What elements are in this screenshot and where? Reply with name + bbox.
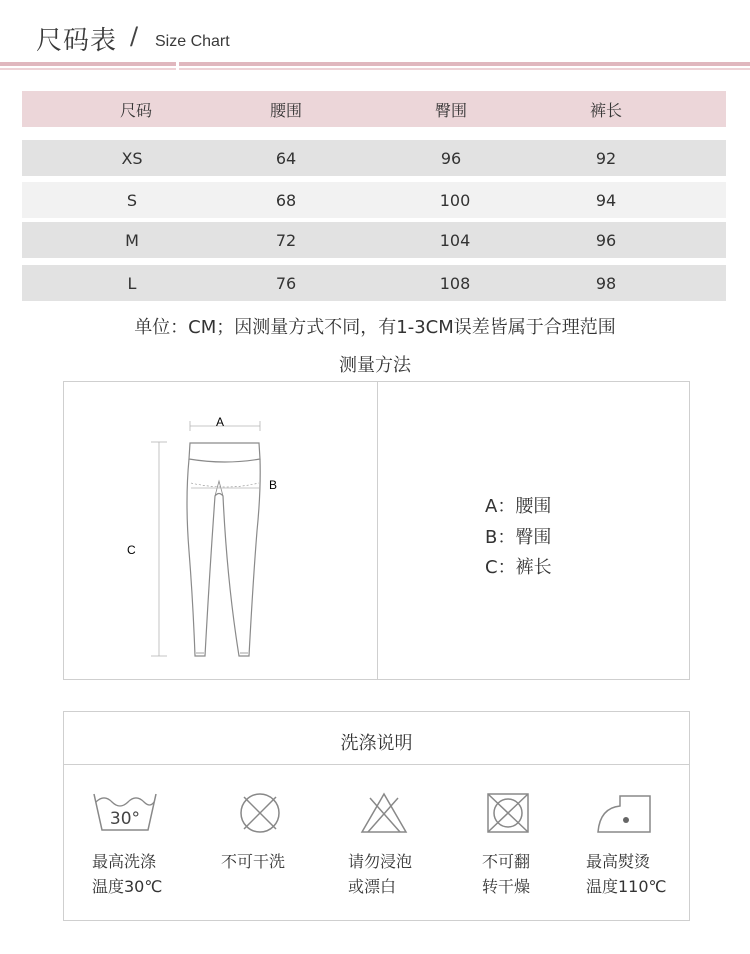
legend-hip: B：臀围	[485, 527, 552, 548]
care-label-iron-line2: 温度110℃	[586, 877, 667, 896]
iron-low-icon	[594, 790, 654, 836]
leggings-diagram	[63, 381, 377, 680]
care-divider	[63, 764, 690, 765]
legend-waist: A：腰围	[485, 496, 552, 517]
column-header-length: 裤长	[589, 100, 623, 120]
care-label-wash-line1: 最高洗涤	[92, 852, 157, 871]
waist-cell: 64	[275, 148, 297, 168]
care-label-wash-line2: 温度30℃	[92, 877, 163, 896]
column-header-waist: 腰围	[269, 100, 303, 120]
no-bleach-icon	[358, 790, 410, 836]
table-row	[22, 265, 726, 301]
header-rule-thick	[0, 62, 750, 66]
hip-cell: 100	[439, 190, 471, 210]
length-cell: 94	[595, 190, 617, 210]
legend-length: C：裤长	[485, 557, 552, 578]
header-rule-gap	[176, 62, 179, 70]
care-label-dry-clean: 不可干洗	[221, 852, 286, 871]
column-header-size: 尺码	[119, 100, 153, 120]
diagram-label-b: B	[269, 478, 278, 492]
length-cell: 98	[595, 273, 617, 293]
measurement-note: 单位：CM；因测量方式不同，有1-3CM误差皆属于合理范围	[134, 317, 616, 338]
waist-cell: 68	[275, 190, 297, 210]
page-subtitle: Size Chart	[155, 33, 230, 50]
panel-divider	[377, 381, 378, 680]
care-label-iron-line1: 最高熨烫	[586, 852, 651, 871]
length-cell: 96	[595, 230, 617, 250]
care-label-bleach-line2: 或漂白	[348, 877, 397, 896]
size-cell: S	[126, 190, 138, 210]
size-cell: XS	[121, 148, 143, 168]
table-header-row	[22, 91, 726, 127]
table-row	[22, 182, 726, 218]
diagram-label-a: A	[216, 415, 225, 429]
header-rule-thin	[0, 68, 750, 70]
size-cell: M	[125, 230, 139, 250]
table-row	[22, 140, 726, 176]
no-dry-clean-icon	[234, 790, 286, 836]
care-title: 洗涤说明	[340, 733, 413, 754]
care-label-tumble-line1: 不可翻	[482, 852, 531, 871]
title-separator: /	[130, 22, 139, 50]
measure-lines	[151, 421, 260, 656]
column-header-hip: 臀围	[434, 100, 468, 120]
wash-temperature-badge: 30°	[109, 809, 141, 829]
waist-cell: 76	[275, 273, 297, 293]
diagram-label-c: C	[127, 543, 136, 557]
method-title: 测量方法	[339, 355, 411, 376]
hip-cell: 108	[439, 273, 471, 293]
wash-30-icon	[92, 790, 158, 836]
care-label-bleach-line1: 请勿浸泡	[348, 852, 413, 871]
size-cell: L	[127, 273, 137, 293]
leggings-outline-icon	[187, 443, 260, 656]
page-title: 尺码表	[36, 26, 118, 56]
no-tumble-dry-icon	[484, 790, 534, 836]
waist-cell: 72	[275, 230, 297, 250]
care-label-tumble-line2: 转干燥	[482, 877, 531, 896]
hip-cell: 104	[439, 230, 471, 250]
table-row	[22, 222, 726, 258]
hip-cell: 96	[440, 148, 462, 168]
length-cell: 92	[595, 148, 617, 168]
